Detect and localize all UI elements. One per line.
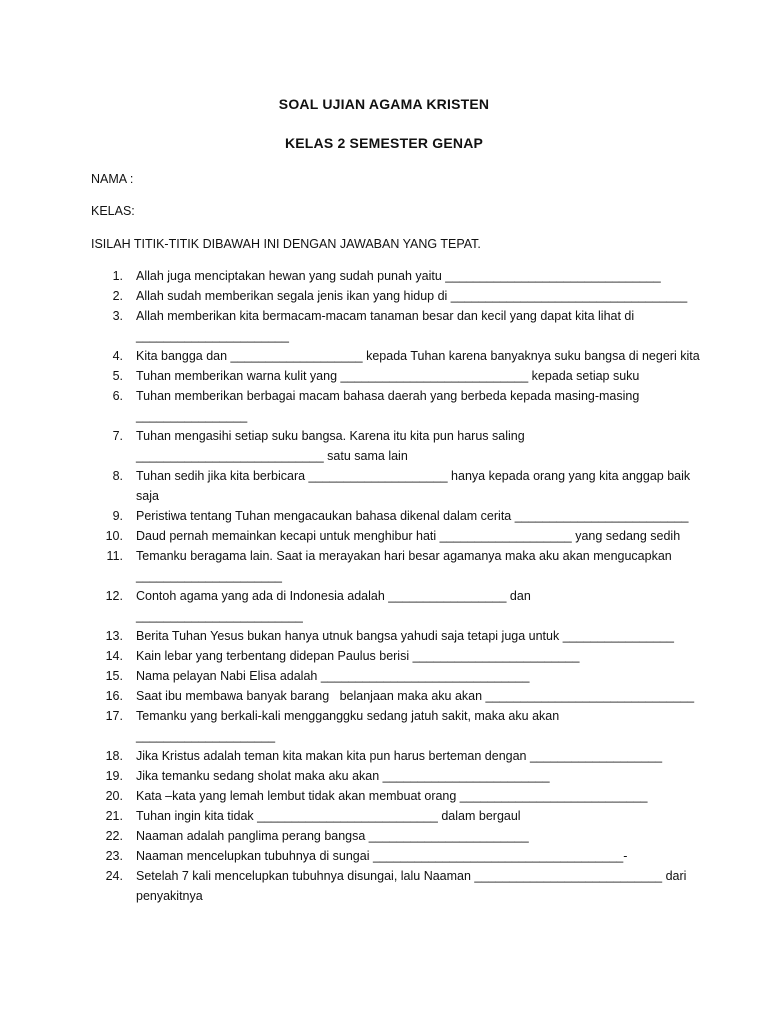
question-item xyxy=(91,426,701,466)
name-field-label: NAMA : xyxy=(91,172,134,186)
question-number: 1. xyxy=(112,269,123,283)
question-item xyxy=(91,626,701,646)
question-number: 15. xyxy=(105,669,123,683)
question-item xyxy=(91,306,701,346)
question-number: 12. xyxy=(105,589,123,603)
question-item xyxy=(91,506,701,526)
question-text: Nama pelayan Nabi Elisa adalah ______________________________ xyxy=(136,669,530,683)
question-number: 22. xyxy=(105,829,123,843)
class-field-label: KELAS: xyxy=(91,204,135,218)
question-text: Naaman adalah panglima perang bangsa _______________________ xyxy=(136,829,529,843)
question-text: Jika temanku sedang sholat maka aku akan ________________________ xyxy=(136,769,550,783)
question-number: 5. xyxy=(112,369,123,383)
question-list xyxy=(91,266,701,906)
question-number: 21. xyxy=(105,809,123,823)
question-text: Peristiwa tentang Tuhan mengacaukan bahasa dikenal dalam cerita _________________________ xyxy=(136,509,689,523)
document-subtitle: KELAS 2 SEMESTER GENAP xyxy=(284,135,484,151)
question-item xyxy=(91,666,701,686)
question-text: Naaman mencelupkan tubuhnya di sungai ____________________________________- xyxy=(136,849,628,863)
question-text: Jika Kristus adalah teman kita makan kita pun harus berteman dengan ___________________ xyxy=(136,749,663,763)
question-item xyxy=(91,706,701,746)
question-text: Kata –kata yang lemah lembut tidak akan membuat orang ___________________________ xyxy=(136,789,648,803)
question-number: 7. xyxy=(112,429,123,443)
question-text: Setelah 7 kali mencelupkan tubuhnya disungai, lalu Naaman ___________________________ dari penyakitnya xyxy=(136,869,690,903)
question-text: Temanku yang berkali-kali mengganggku sedang jatuh sakit, maka aku akan ____________________ xyxy=(136,709,563,743)
question-text: Tuhan mengasihi setiap suku bangsa. Karena itu kita pun harus saling ___________________________ satu sama lain xyxy=(136,429,529,463)
question-item xyxy=(91,806,701,826)
question-item xyxy=(91,586,701,626)
question-item xyxy=(91,826,701,846)
question-number: 6. xyxy=(112,389,123,403)
question-number: 3. xyxy=(112,309,123,323)
question-text: Tuhan sedih jika kita berbicara ____________________ hanya kepada orang yang kita anggap baik saja xyxy=(136,469,694,503)
question-number: 23. xyxy=(105,849,123,863)
question-number: 20. xyxy=(105,789,123,803)
question-item xyxy=(91,786,701,806)
instruction-text: ISILAH TITIK-TITIK DIBAWAH INI DENGAN JAWABAN YANG TEPAT. xyxy=(91,237,481,251)
question-item xyxy=(91,746,701,766)
question-number: 13. xyxy=(105,629,123,643)
question-item xyxy=(91,266,701,286)
question-text: Allah memberikan kita bermacam-macam tanaman besar dan kecil yang dapat kita lihat di ______________________ xyxy=(136,309,638,343)
question-number: 2. xyxy=(112,289,123,303)
question-text: Tuhan memberikan berbagai macam bahasa daerah yang berbeda kepada masing-masing ________________ xyxy=(136,389,643,423)
question-item xyxy=(91,686,701,706)
question-number: 10. xyxy=(105,529,123,543)
question-text: Kita bangga dan ___________________ kepada Tuhan karena banyaknya suku bangsa di negeri kita xyxy=(136,349,700,363)
question-item xyxy=(91,846,701,866)
question-text: Tuhan ingin kita tidak __________________________ dalam bergaul xyxy=(136,809,521,823)
question-item xyxy=(91,286,701,306)
question-number: 14. xyxy=(105,649,123,663)
question-text: Tuhan memberikan warna kulit yang ___________________________ kepada setiap suku xyxy=(136,369,640,383)
question-item xyxy=(91,466,701,506)
question-item xyxy=(91,546,701,586)
question-number: 19. xyxy=(105,769,123,783)
question-text: Daud pernah memainkan kecapi untuk menghibur hati ___________________ yang sedang sedih xyxy=(136,529,681,543)
question-number: 8. xyxy=(112,469,123,483)
question-item xyxy=(91,346,701,366)
question-number: 9. xyxy=(112,509,123,523)
question-text: Kain lebar yang terbentang didepan Paulus berisi ________________________ xyxy=(136,649,580,663)
question-item xyxy=(91,766,701,786)
question-text: Contoh agama yang ada di Indonesia adalah _________________ dan ________________________ xyxy=(136,589,535,623)
question-number: 11. xyxy=(106,549,123,563)
question-text: Saat ibu membawa banyak barang belanjaan maka aku akan ______________________________ xyxy=(136,689,695,703)
question-text: Allah juga menciptakan hewan yang sudah punah yaitu _______________________________ xyxy=(136,269,661,283)
document-title: SOAL UJIAN AGAMA KRISTEN xyxy=(278,96,490,112)
question-item xyxy=(91,646,701,666)
question-number: 24. xyxy=(105,869,123,883)
question-number: 16. xyxy=(105,689,123,703)
question-text: Temanku beragama lain. Saat ia merayakan hari besar agamanya maka aku akan mengucapkan _____________________ xyxy=(136,549,676,583)
question-number: 17. xyxy=(105,709,123,723)
question-text: Berita Tuhan Yesus bukan hanya utnuk bangsa yahudi saja tetapi juga untuk ________________ xyxy=(136,629,674,643)
question-text: Allah sudah memberikan segala jenis ikan yang hidup di __________________________________ xyxy=(136,289,688,303)
question-item xyxy=(91,366,701,386)
question-number: 18. xyxy=(105,749,123,763)
question-item xyxy=(91,526,701,546)
question-item xyxy=(91,386,701,426)
question-number: 4. xyxy=(112,349,123,363)
question-item xyxy=(91,866,701,906)
